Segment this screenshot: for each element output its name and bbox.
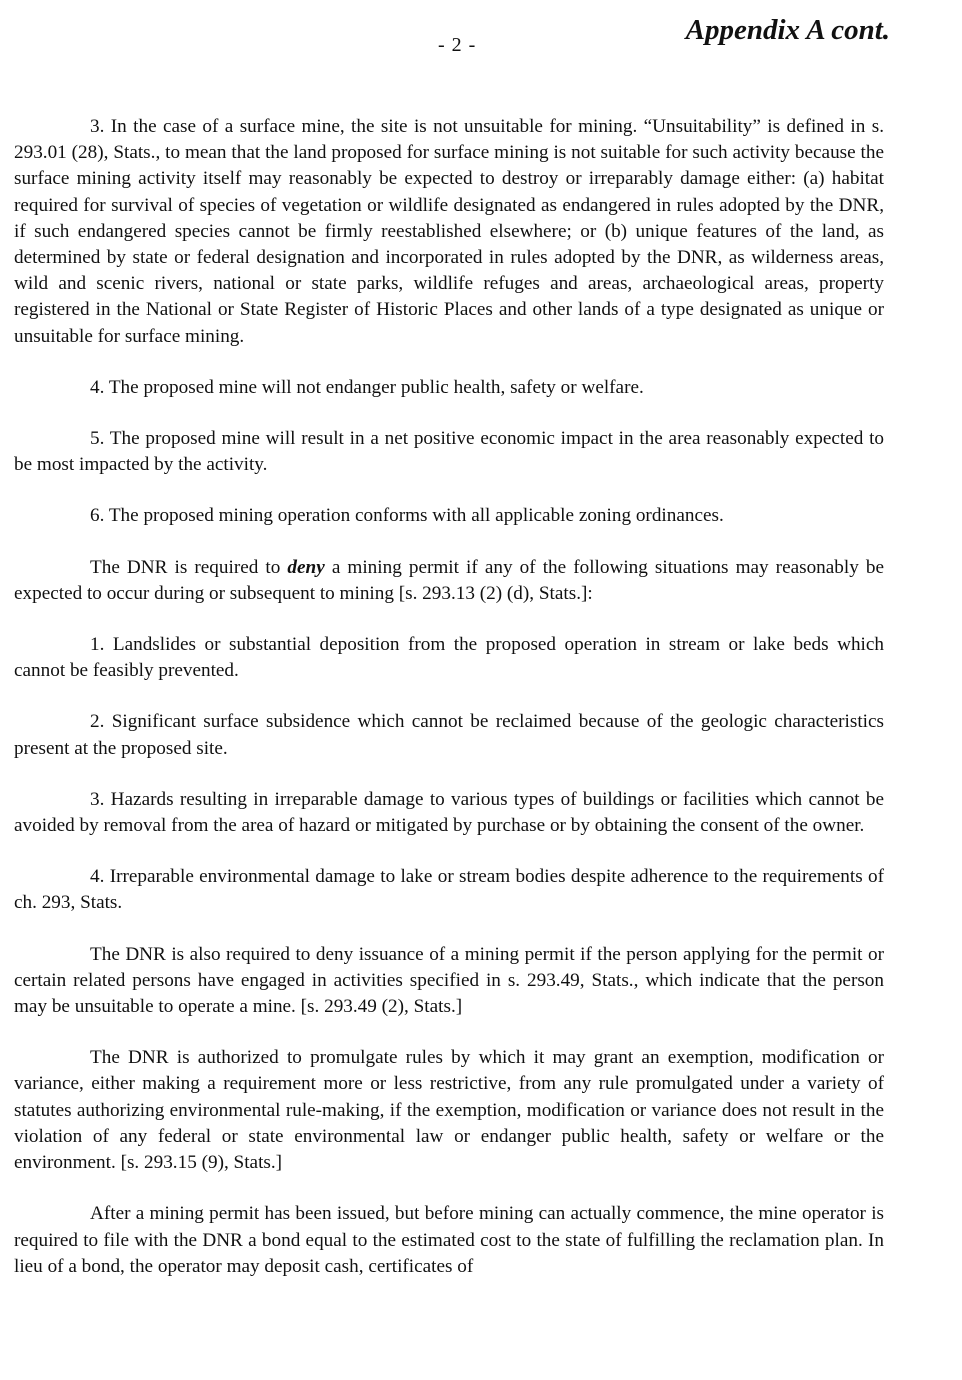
paragraph-deny-3: 3. Hazards resulting in irreparable damage to various types of buildings or facilities which cannot be avoided by removal from the area of hazard or mitigated by purchase or by obtaining the consent of the owner. <box>14 788 884 837</box>
paragraph-deny-1: 1. Landslides or substantial deposition from the proposed operation in stream or lake beds which cannot be feasibly prevented. <box>14 634 884 682</box>
paragraph-deny-4: 4. Irreparable environmental damage to lake or stream bodies despite adherence to the requirements of ch. 293, Stats. <box>14 866 884 914</box>
deny-emphasis: deny <box>287 556 325 578</box>
deny-intro-rest: a mining permit if any of the following situations may reasonably be expected to occur during or subsequent to mining [s. 293.13 (2) (d), Stats.]: <box>14 556 884 604</box>
document-body <box>14 114 884 1304</box>
paragraph-criterion-5: 5. The proposed mine will result in a net positive economic impact in the area reasonably expected to be most impacted by the activity. <box>14 428 884 476</box>
paragraph-exemption: The DNR is authorized to promulgate rules by which it may grant an exemption, modification or variance, either making a requirement more or less restrictive, from any rule promulgated under a variety of statutes authorizing environmental rule-making, if the exemption, modification or variance does not result in the violation of any federal or state environmental law or endanger public health, safety or welfare or the environment. [s. 293.15 (9), Stats.] <box>14 1047 884 1174</box>
page-number: - 2 - <box>438 34 477 56</box>
paragraph-criterion-3: 3. In the case of a surface mine, the site is not unsuitable for mining. “Unsuitability” is defined in s. 293.01 (28), Stats., to mean that the land proposed for surface mining is not suitable for such activity because the surface mining activity itself may reasonably be expected to destroy or irreparably damage either: (a) habitat required for survival of species of vegetation or wildlife designated as endangered in rules adopted by the DNR, if such endangered species cannot be firmly reestablished elsewhere; or (b) unique features of the land, as determined by state or federal designation and incorporated in rules adopted by the DNR, as wilderness areas, wild and scenic rivers, national or state parks, wildlife refuges and areas, archaeological areas, property registered in the National or State Register of Historic Places and other lands of a type designated as unique or unsuitable for surface mining. <box>14 116 884 347</box>
paragraph-also-deny: The DNR is also required to deny issuance of a mining permit if the person applying for the permit or certain related persons have engaged in activities specified in s. 293.49, Stats., which indicate that the person may be unsuitable to operate a mine. [s. 293.49 (2), Stats.] <box>14 943 884 1018</box>
appendix-label: Appendix A cont. <box>685 14 890 46</box>
paragraph-deny-intro <box>14 555 884 607</box>
paragraph-criterion-6: 6. The proposed mining operation conforms with all applicable zoning ordinances. <box>90 505 724 527</box>
paragraph-criterion-4: 4. The proposed mine will not endanger public health, safety or welfare. <box>90 376 644 398</box>
paragraph-deny-2: 2. Significant surface subsidence which cannot be reclaimed because of the geologic characteristics present at the proposed site. <box>14 711 884 759</box>
paragraph-bond: After a mining permit has been issued, but before mining can actually commence, the mine operator is required to file with the DNR a bond equal to the estimated cost to the state of fulfilling the reclamation plan. In lieu of a bond, the operator may deposit cash, certificates of <box>14 1203 884 1277</box>
deny-intro-text: The DNR is required to <box>90 556 288 578</box>
